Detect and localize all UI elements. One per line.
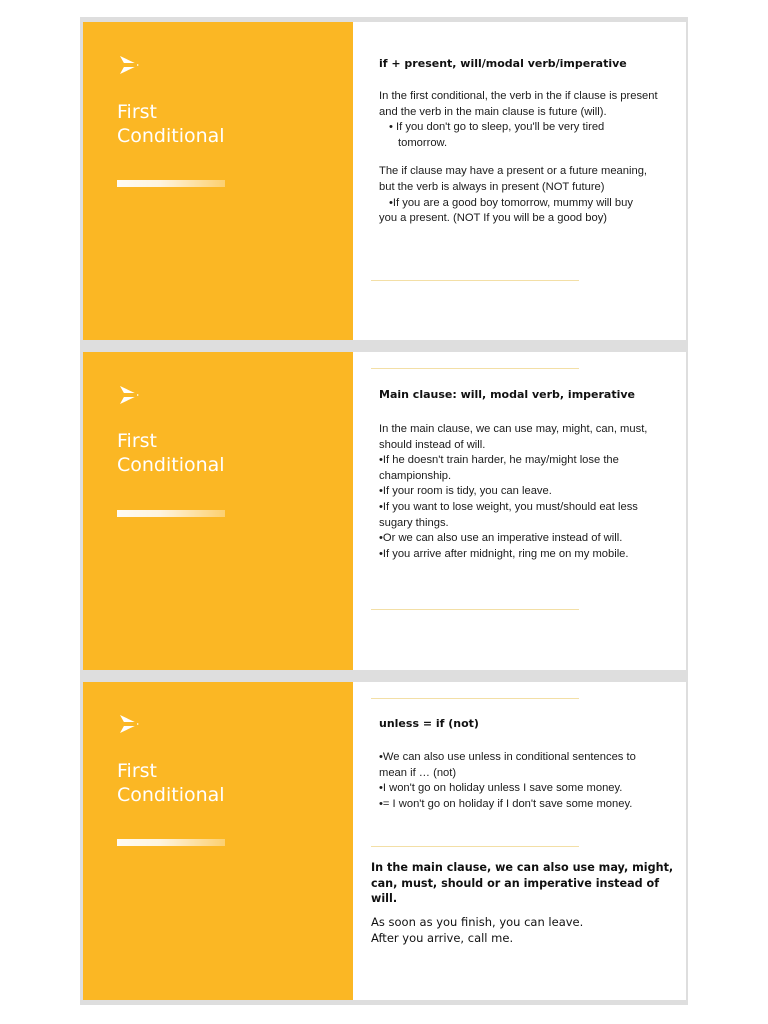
slide-2 bbox=[83, 352, 686, 670]
slide-2-body: In the main clause, we can use may, might, can, must, should instead of will. •If he doesn't train harder, he may/might lose the championship. •If your room is tidy, you can leave. •If you want to lose weight, you must/should eat less sugary things. •Or we can also use an imperative instead of will. •If you arrive after midnight, ring me on my mobile. bbox=[379, 423, 648, 560]
slide-2-content bbox=[353, 352, 686, 670]
slide-3-top-divider bbox=[371, 698, 579, 699]
slide-3-note: In the main clause, we can also use may, might, can, must, should or an imperative instead of will. bbox=[371, 861, 674, 905]
slide-3-accent-bar bbox=[117, 839, 225, 846]
slide-1-left-panel bbox=[83, 22, 353, 340]
slide-3-heading: unless = if (not) bbox=[379, 717, 479, 730]
slide-1 bbox=[83, 22, 686, 340]
slide-2-heading: Main clause: will, modal verb, imperative bbox=[379, 388, 635, 401]
slide-1-content bbox=[353, 22, 686, 340]
slide-3-title: First Conditional bbox=[117, 760, 225, 806]
slide-1-accent-bar bbox=[117, 180, 225, 187]
slide-3 bbox=[83, 682, 686, 1000]
slide-1-heading: if + present, will/modal verb/imperative bbox=[379, 57, 627, 70]
slide-1-title: First Conditional bbox=[117, 101, 225, 147]
slide-2-title: First Conditional bbox=[117, 430, 225, 476]
chevron-arrow-logo-icon bbox=[117, 384, 143, 406]
chevron-arrow-logo-icon bbox=[117, 54, 143, 76]
slide-3-examples: As soon as you finish, you can leave. After you arrive, call me. bbox=[371, 915, 584, 945]
slide-1-divider bbox=[371, 280, 579, 281]
slide-2-top-divider bbox=[371, 368, 579, 369]
chevron-arrow-logo-icon bbox=[117, 713, 143, 735]
slide-3-divider bbox=[371, 846, 579, 847]
slide-3-left-panel bbox=[83, 682, 353, 1000]
slide-2-left-panel bbox=[83, 352, 353, 670]
slide-1-body: In the first conditional, the verb in the if clause is present and the verb in the main clause is future (will). • If you don't go to sleep, you'll be very tired tomorrow. The if clause may have a present or a future meaning, but the verb is always in present (NOT future) •If you are a good boy tomorrow, mummy will buy you a present. (NOT If you will be a good boy) bbox=[379, 90, 658, 225]
slide-2-divider bbox=[371, 609, 579, 610]
slide-3-content bbox=[353, 682, 686, 1000]
slide-3-body: •We can also use unless in conditional sentences to mean if … (not) •I won't go on holiday unless I save some money. •= I won't go on holiday if I don't save some money. bbox=[379, 751, 636, 810]
slide-2-accent-bar bbox=[117, 510, 225, 517]
